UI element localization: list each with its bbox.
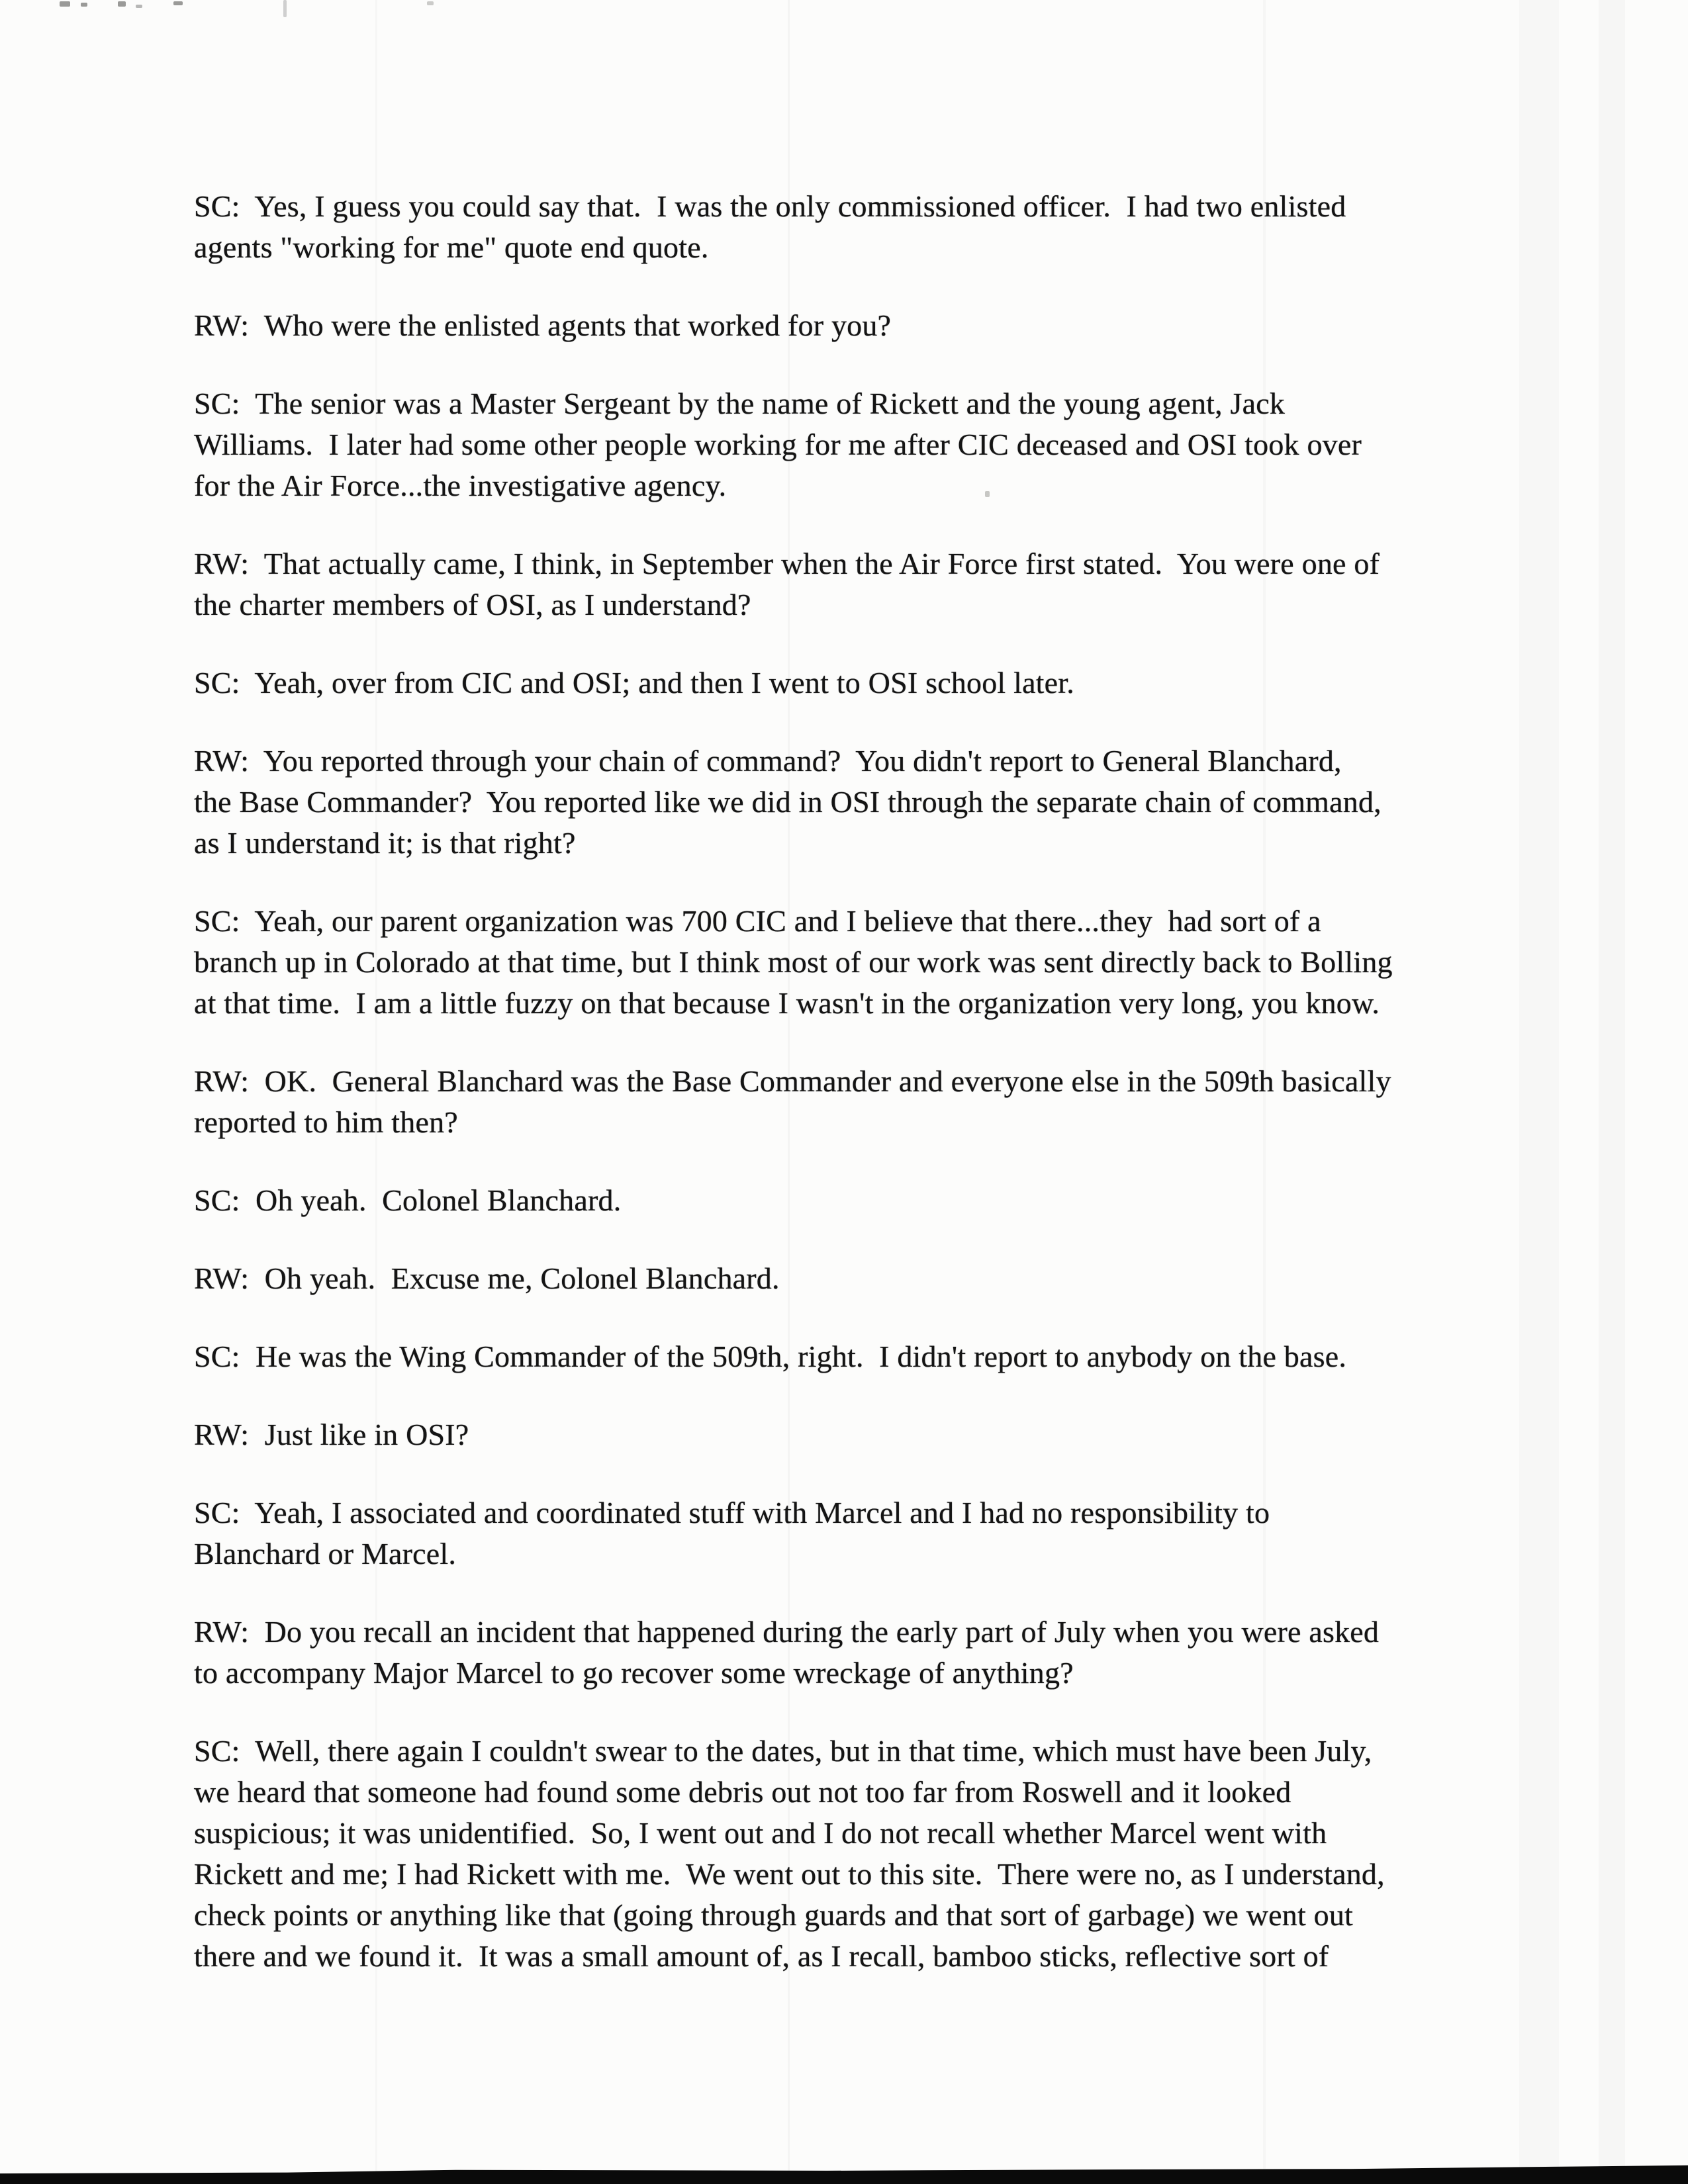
transcript-line: at that time. I am a little fuzzy on that because I wasn't in the organization very long, you know. (194, 986, 1380, 1020)
transcript-line: agents "working for me" quote end quote. (194, 230, 709, 264)
transcript-line: SC: He was the Wing Commander of the 509th, right. I didn't report to anybody on the base. (194, 1340, 1347, 1373)
scan-speck (60, 1, 70, 7)
transcript-line: SC: Yes, I guess you could say that. I was the only commissioned officer. I had two enlisted (194, 189, 1346, 223)
scan-speck (81, 3, 87, 7)
paragraph-sc-1 (194, 186, 1518, 268)
transcript-line: Rickett and me; I had Rickett with me. We went out to this site. There were no, as I understand, (194, 1857, 1385, 1891)
transcript-line: RW: Do you recall an incident that happened during the early part of July when you were asked (194, 1615, 1380, 1649)
transcript-line: reported to him then? (194, 1105, 458, 1139)
transcript (194, 186, 1518, 2014)
scan-speck (427, 1, 434, 5)
scan-speck (136, 5, 142, 8)
paragraph-rw-8 (194, 1061, 1518, 1143)
transcript-line: to accompany Major Marcel to go recover some wreckage of anything? (194, 1656, 1074, 1690)
transcript-line: RW: OK. General Blanchard was the Base Commander and everyone else in the 509th basically (194, 1064, 1391, 1098)
paragraph-rw-6 (194, 741, 1518, 864)
transcript-line: SC: Yeah, over from CIC and OSI; and then I went to OSI school later. (194, 666, 1074, 700)
transcript-line: suspicious; it was unidentified. So, I went out and I do not recall whether Marcel went with (194, 1816, 1327, 1850)
transcript-line: RW: That actually came, I think, in September when the Air Force first stated. You were one of (194, 547, 1380, 580)
transcript-line: SC: Well, there again I couldn't swear to the dates, but in that time, which must have been July, (194, 1734, 1372, 1768)
transcript-line: Blanchard or Marcel. (194, 1537, 457, 1570)
paragraph-sc-11 (194, 1336, 1518, 1377)
bottom-scan-band (0, 2164, 1688, 2184)
scanner-streak (1599, 0, 1625, 2184)
transcript-line: the Base Commander? You reported like we did in OSI through the separate chain of command, (194, 785, 1382, 819)
scan-speck (283, 0, 287, 17)
paragraph-rw-2 (194, 305, 1518, 346)
transcript-line: RW: You reported through your chain of command? You didn't report to General Blanchard, (194, 744, 1342, 778)
transcript-line: we heard that someone had found some debris out not too far from Roswell and it looked (194, 1775, 1291, 1809)
paragraph-sc-3 (194, 383, 1518, 506)
transcript-line: SC: Yeah, our parent organization was 700 CIC and I believe that there...they had sort of a (194, 904, 1321, 938)
transcript-line: as I understand it; is that right? (194, 826, 576, 860)
paragraph-sc-7 (194, 901, 1518, 1024)
scan-speck (118, 1, 126, 7)
transcript-line: Williams. I later had some other people working for me after CIC deceased and OSI took over (194, 428, 1362, 461)
transcript-line: branch up in Colorado at that time, but I think most of our work was sent directly back to Bolling (194, 945, 1393, 979)
transcript-line: RW: Who were the enlisted agents that worked for you? (194, 308, 892, 342)
paragraph-rw-12 (194, 1414, 1518, 1455)
paragraph-sc-13 (194, 1492, 1518, 1574)
scanner-streak (1519, 0, 1559, 2184)
paragraph-rw-10 (194, 1258, 1518, 1299)
paragraph-rw-14 (194, 1612, 1518, 1694)
transcript-line: the charter members of OSI, as I understand? (194, 588, 751, 621)
transcript-line: RW: Just like in OSI? (194, 1418, 469, 1451)
transcript-line: SC: The senior was a Master Sergeant by the name of Rickett and the young agent, Jack (194, 387, 1286, 420)
paragraph-sc-15 (194, 1731, 1518, 1977)
paragraph-rw-4 (194, 543, 1518, 625)
paragraph-sc-9 (194, 1180, 1518, 1221)
transcript-line: check points or anything like that (going through guards and that sort of garbage) we went out (194, 1898, 1354, 1932)
transcript-line: there and we found it. It was a small amount of, as I recall, bamboo sticks, reflective sort of (194, 1939, 1329, 1973)
transcript-line: for the Air Force...the investigative agency. (194, 469, 727, 502)
paragraph-sc-5 (194, 662, 1518, 704)
scan-speck (173, 1, 183, 5)
transcript-line: SC: Yeah, I associated and coordinated stuff with Marcel and I had no responsibility to (194, 1496, 1270, 1529)
transcript-line: SC: Oh yeah. Colonel Blanchard. (194, 1183, 622, 1217)
transcript-line: RW: Oh yeah. Excuse me, Colonel Blanchard. (194, 1261, 780, 1295)
